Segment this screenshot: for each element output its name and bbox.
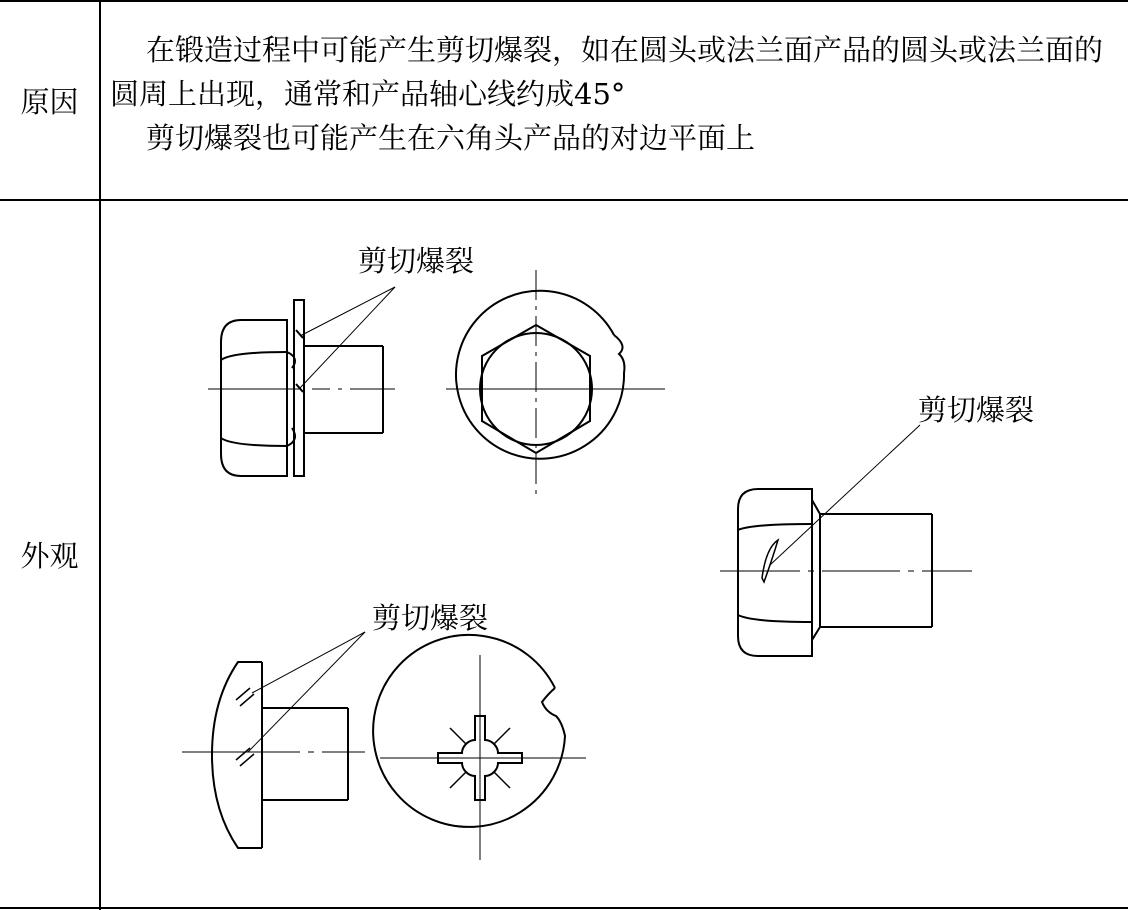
callout-label-hex-bolt: 剪切爆裂: [918, 393, 1035, 427]
table-top-border: [0, 0, 1128, 2]
row-label-cause: 原因: [20, 85, 79, 119]
flange-bolt-end-view: [456, 291, 624, 459]
cause-text: [110, 28, 1122, 160]
hex-bolt-leader-line: [770, 425, 920, 565]
cause-paragraph-1: 在锻造过程中可能产生剪切爆裂，如在圆头或法兰面产品的圆头或法兰面的圆周上出现，通常和产品轴心线约成45°: [110, 33, 1104, 111]
pan-screw-side-view: [212, 662, 348, 848]
cause-paragraph-2: 剪切爆裂也可能产生在六角头产品的对边平面上: [146, 121, 756, 155]
hex-bolt-side-view: [738, 489, 932, 656]
table-bottom-border: [0, 907, 1128, 909]
appearance-drawing: [101, 201, 1126, 905]
flange-bolt-leader-lines: [300, 287, 395, 388]
row-label-appearance: 外观: [20, 539, 79, 573]
flange-bolt-side-view: [221, 300, 383, 476]
flange-bolt-end-centerlines: [446, 270, 665, 500]
callout-label-pan-screw: 剪切爆裂: [372, 601, 489, 635]
callout-label-flange-bolt: 剪切爆裂: [358, 244, 475, 278]
pan-screw-end-centerlines: [380, 655, 586, 860]
pan-screw-end-view: [373, 635, 565, 827]
